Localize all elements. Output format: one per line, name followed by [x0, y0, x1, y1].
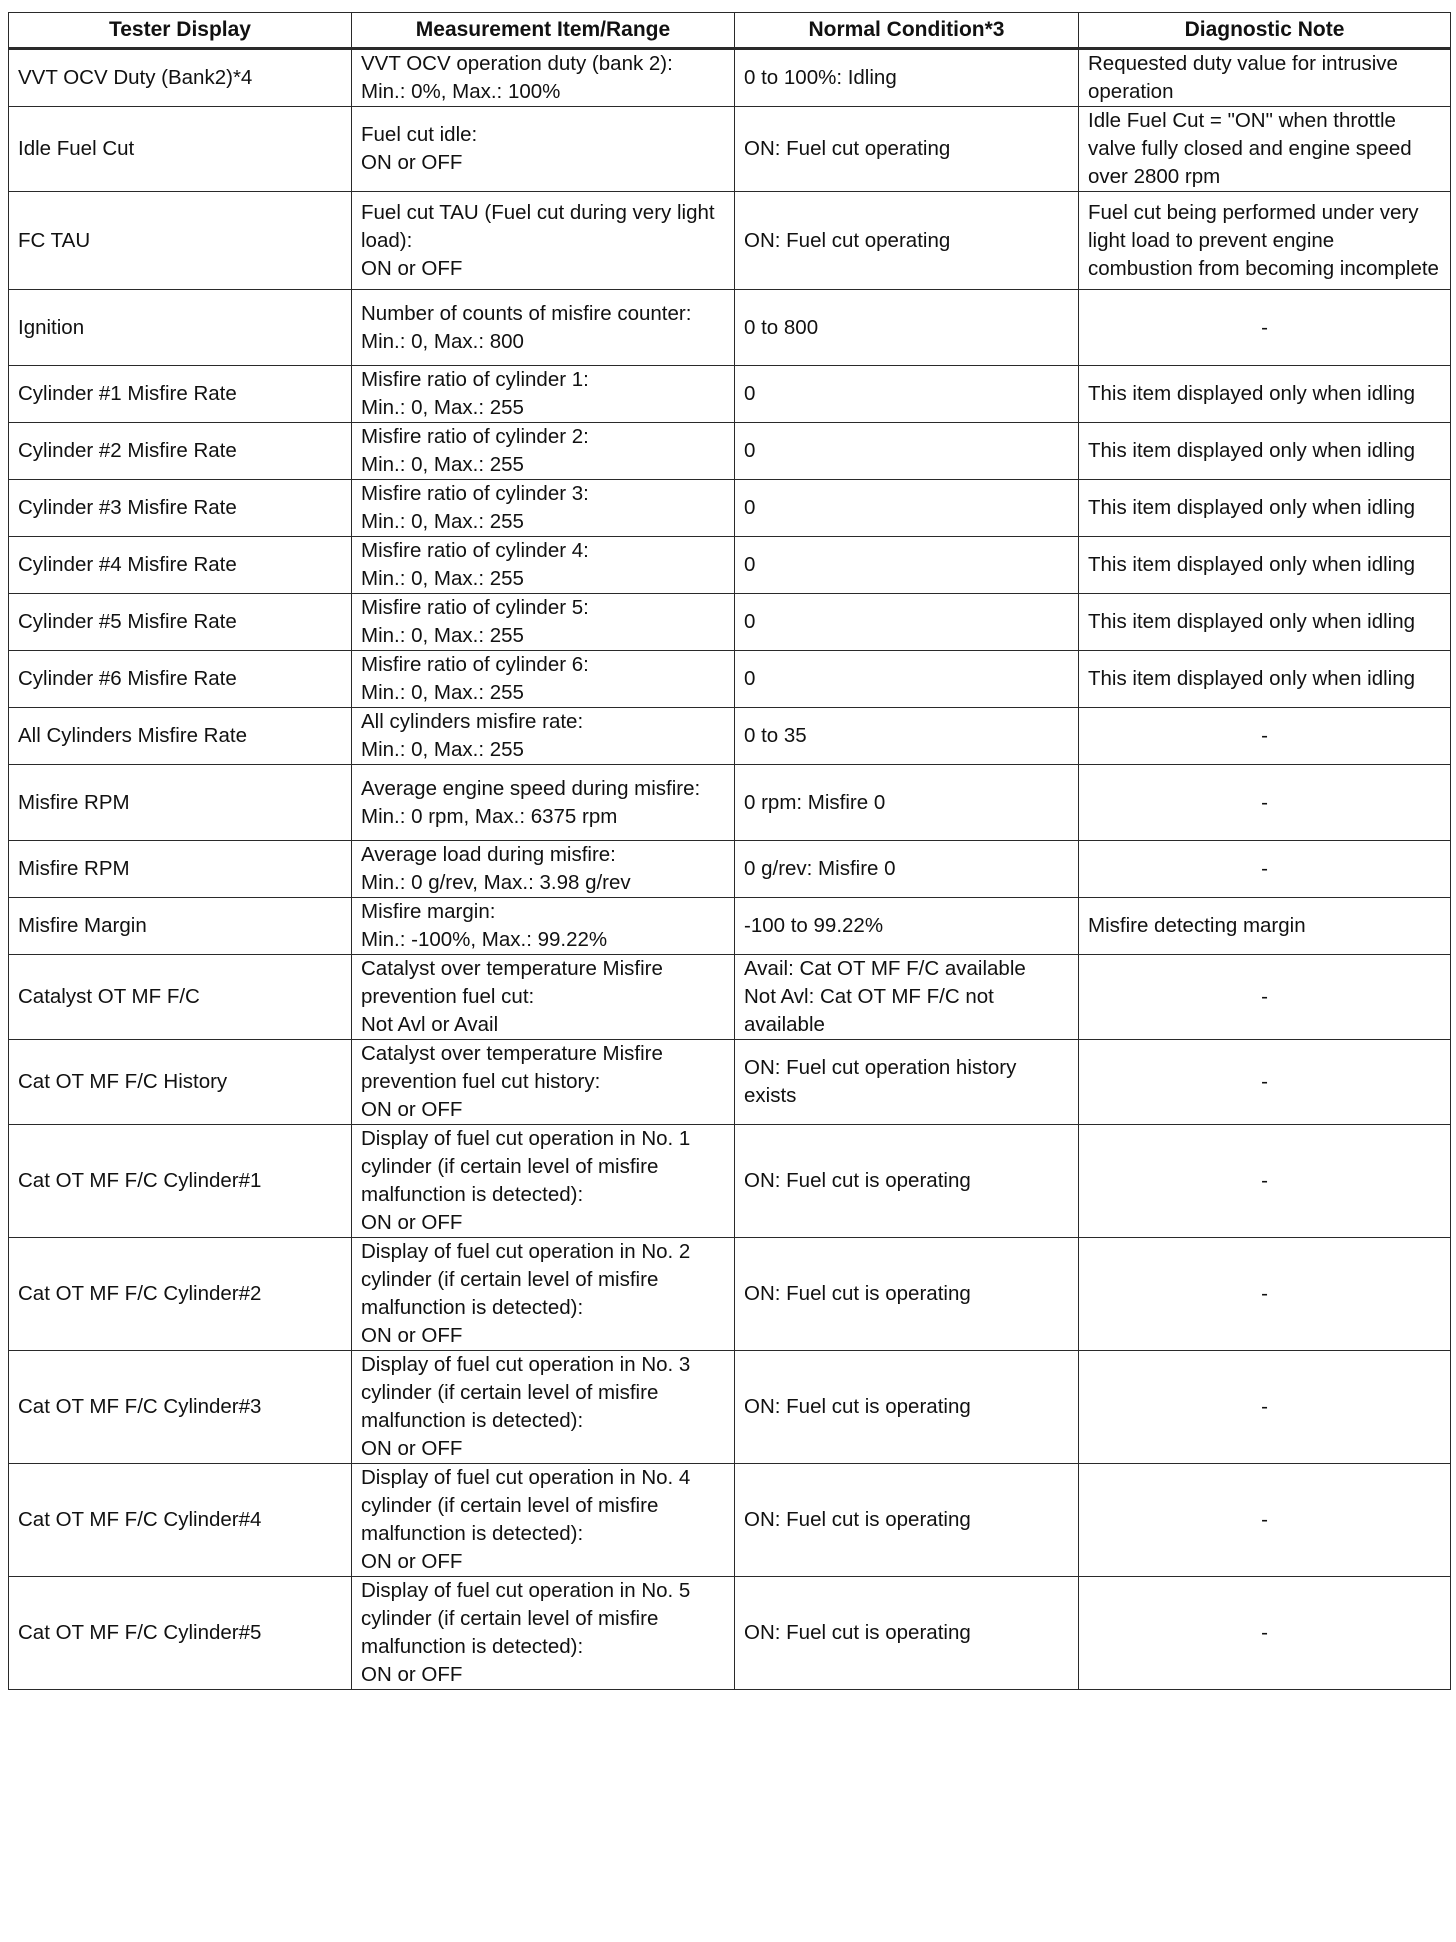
tester-display-cell: Cat OT MF F/C Cylinder#5 [9, 1577, 352, 1690]
header-row [9, 13, 1451, 49]
normal-condition-cell: 0 [735, 480, 1079, 537]
diagnostic-note-cell: This item displayed only when idling [1079, 480, 1451, 537]
normal-condition-cell: -100 to 99.22% [735, 898, 1079, 955]
measurement-range-cell: Display of fuel cut operation in No. 2 cylinder (if certain level of misfire malfunction is detected): ON or OFF [352, 1238, 735, 1351]
measurement-range-cell: Average load during misfire: Min.: 0 g/rev, Max.: 3.98 g/rev [352, 841, 735, 898]
measurement-range-cell: Misfire ratio of cylinder 1: Min.: 0, Max.: 255 [352, 366, 735, 423]
normal-condition-cell: 0 [735, 537, 1079, 594]
diagnostic-note-cell: - [1079, 841, 1451, 898]
table-row [9, 651, 1451, 708]
tester-display-cell: Cylinder #2 Misfire Rate [9, 423, 352, 480]
normal-condition-cell: ON: Fuel cut is operating [735, 1464, 1079, 1577]
normal-condition-cell: Avail: Cat OT MF F/C available Not Avl: Cat OT MF F/C not available [735, 955, 1079, 1040]
table-row [9, 765, 1451, 841]
normal-condition-cell: ON: Fuel cut is operating [735, 1238, 1079, 1351]
diagnostic-note-cell: - [1079, 1125, 1451, 1238]
diagnostic-note-cell: - [1079, 1464, 1451, 1577]
diagnostic-note-cell: Fuel cut being performed under very light load to prevent engine combustion from becoming incomplete [1079, 192, 1451, 290]
normal-condition-cell: 0 to 35 [735, 708, 1079, 765]
normal-condition-cell: ON: Fuel cut operating [735, 107, 1079, 192]
tester-display-cell: Misfire RPM [9, 765, 352, 841]
diagnostic-note-cell: Requested duty value for intrusive operation [1079, 49, 1451, 107]
table-row [9, 423, 1451, 480]
table-row [9, 594, 1451, 651]
diagnostic-note-cell: Misfire detecting margin [1079, 898, 1451, 955]
table-row [9, 49, 1451, 107]
normal-condition-cell: ON: Fuel cut operating [735, 192, 1079, 290]
normal-condition-cell: 0 to 100%: Idling [735, 49, 1079, 107]
data-list-document [8, 12, 1450, 1690]
table-body [9, 49, 1451, 1690]
measurement-range-cell: Misfire ratio of cylinder 4: Min.: 0, Max.: 255 [352, 537, 735, 594]
diagnostic-note-cell: - [1079, 955, 1451, 1040]
tester-display-cell: Cylinder #4 Misfire Rate [9, 537, 352, 594]
table-row [9, 1040, 1451, 1125]
tester-data-table [8, 12, 1451, 1690]
tester-display-cell: Cat OT MF F/C Cylinder#1 [9, 1125, 352, 1238]
tester-display-cell: VVT OCV Duty (Bank2)*4 [9, 49, 352, 107]
diagnostic-note-cell: Idle Fuel Cut = "ON" when throttle valve fully closed and engine speed over 2800 rpm [1079, 107, 1451, 192]
header-measurement-item-range: Measurement Item/Range [352, 13, 735, 49]
normal-condition-cell: ON: Fuel cut is operating [735, 1125, 1079, 1238]
normal-condition-cell: 0 [735, 366, 1079, 423]
normal-condition-cell: 0 g/rev: Misfire 0 [735, 841, 1079, 898]
normal-condition-cell: 0 [735, 423, 1079, 480]
table-row [9, 480, 1451, 537]
header-tester-display: Tester Display [9, 13, 352, 49]
measurement-range-cell: Catalyst over temperature Misfire prevention fuel cut history: ON or OFF [352, 1040, 735, 1125]
table-row [9, 955, 1451, 1040]
table-row [9, 708, 1451, 765]
tester-display-cell: Cylinder #5 Misfire Rate [9, 594, 352, 651]
header-normal-condition: Normal Condition*3 [735, 13, 1079, 49]
normal-condition-cell: 0 rpm: Misfire 0 [735, 765, 1079, 841]
table-row [9, 1464, 1451, 1577]
normal-condition-cell: ON: Fuel cut is operating [735, 1577, 1079, 1690]
diagnostic-note-cell: - [1079, 1577, 1451, 1690]
tester-display-cell: Misfire RPM [9, 841, 352, 898]
tester-display-cell: FC TAU [9, 192, 352, 290]
tester-display-cell: Cat OT MF F/C Cylinder#4 [9, 1464, 352, 1577]
measurement-range-cell: Fuel cut TAU (Fuel cut during very light load): ON or OFF [352, 192, 735, 290]
measurement-range-cell: Display of fuel cut operation in No. 1 cylinder (if certain level of misfire malfunction is detected): ON or OFF [352, 1125, 735, 1238]
normal-condition-cell: 0 [735, 594, 1079, 651]
table-row [9, 1238, 1451, 1351]
table-row [9, 290, 1451, 366]
tester-display-cell: Cylinder #6 Misfire Rate [9, 651, 352, 708]
diagnostic-note-cell: - [1079, 1238, 1451, 1351]
diagnostic-note-cell: - [1079, 290, 1451, 366]
measurement-range-cell: Misfire margin: Min.: -100%, Max.: 99.22% [352, 898, 735, 955]
diagnostic-note-cell: - [1079, 1040, 1451, 1125]
measurement-range-cell: Misfire ratio of cylinder 2: Min.: 0, Max.: 255 [352, 423, 735, 480]
diagnostic-note-cell: - [1079, 708, 1451, 765]
diagnostic-note-cell: This item displayed only when idling [1079, 537, 1451, 594]
tester-display-cell: Cylinder #1 Misfire Rate [9, 366, 352, 423]
diagnostic-note-cell: - [1079, 765, 1451, 841]
normal-condition-cell: ON: Fuel cut is operating [735, 1351, 1079, 1464]
measurement-range-cell: Misfire ratio of cylinder 6: Min.: 0, Max.: 255 [352, 651, 735, 708]
table-row [9, 841, 1451, 898]
normal-condition-cell: 0 to 800 [735, 290, 1079, 366]
table-header [9, 13, 1451, 49]
diagnostic-note-cell: - [1079, 1351, 1451, 1464]
measurement-range-cell: Misfire ratio of cylinder 3: Min.: 0, Max.: 255 [352, 480, 735, 537]
normal-condition-cell: 0 [735, 651, 1079, 708]
measurement-range-cell: Fuel cut idle: ON or OFF [352, 107, 735, 192]
tester-display-cell: Cat OT MF F/C Cylinder#2 [9, 1238, 352, 1351]
measurement-range-cell: VVT OCV operation duty (bank 2): Min.: 0%, Max.: 100% [352, 49, 735, 107]
tester-display-cell: Catalyst OT MF F/C [9, 955, 352, 1040]
table-row [9, 537, 1451, 594]
measurement-range-cell: Catalyst over temperature Misfire prevention fuel cut: Not Avl or Avail [352, 955, 735, 1040]
tester-display-cell: Cylinder #3 Misfire Rate [9, 480, 352, 537]
table-row [9, 366, 1451, 423]
table-row [9, 1351, 1451, 1464]
tester-display-cell: Misfire Margin [9, 898, 352, 955]
tester-display-cell: Cat OT MF F/C Cylinder#3 [9, 1351, 352, 1464]
measurement-range-cell: All cylinders misfire rate: Min.: 0, Max.: 255 [352, 708, 735, 765]
measurement-range-cell: Number of counts of misfire counter: Min.: 0, Max.: 800 [352, 290, 735, 366]
measurement-range-cell: Display of fuel cut operation in No. 4 cylinder (if certain level of misfire malfunction is detected): ON or OFF [352, 1464, 735, 1577]
table-row [9, 192, 1451, 290]
header-diagnostic-note: Diagnostic Note [1079, 13, 1451, 49]
tester-display-cell: Idle Fuel Cut [9, 107, 352, 192]
table-row [9, 1125, 1451, 1238]
table-row [9, 107, 1451, 192]
diagnostic-note-cell: This item displayed only when idling [1079, 423, 1451, 480]
diagnostic-note-cell: This item displayed only when idling [1079, 594, 1451, 651]
measurement-range-cell: Display of fuel cut operation in No. 3 cylinder (if certain level of misfire malfunction is detected): ON or OFF [352, 1351, 735, 1464]
tester-display-cell: Cat OT MF F/C History [9, 1040, 352, 1125]
tester-display-cell: Ignition [9, 290, 352, 366]
measurement-range-cell: Display of fuel cut operation in No. 5 cylinder (if certain level of misfire malfunction is detected): ON or OFF [352, 1577, 735, 1690]
measurement-range-cell: Misfire ratio of cylinder 5: Min.: 0, Max.: 255 [352, 594, 735, 651]
diagnostic-note-cell: This item displayed only when idling [1079, 651, 1451, 708]
tester-display-cell: All Cylinders Misfire Rate [9, 708, 352, 765]
table-row [9, 898, 1451, 955]
measurement-range-cell: Average engine speed during misfire: Min.: 0 rpm, Max.: 6375 rpm [352, 765, 735, 841]
diagnostic-note-cell: This item displayed only when idling [1079, 366, 1451, 423]
table-row [9, 1577, 1451, 1690]
normal-condition-cell: ON: Fuel cut operation history exists [735, 1040, 1079, 1125]
